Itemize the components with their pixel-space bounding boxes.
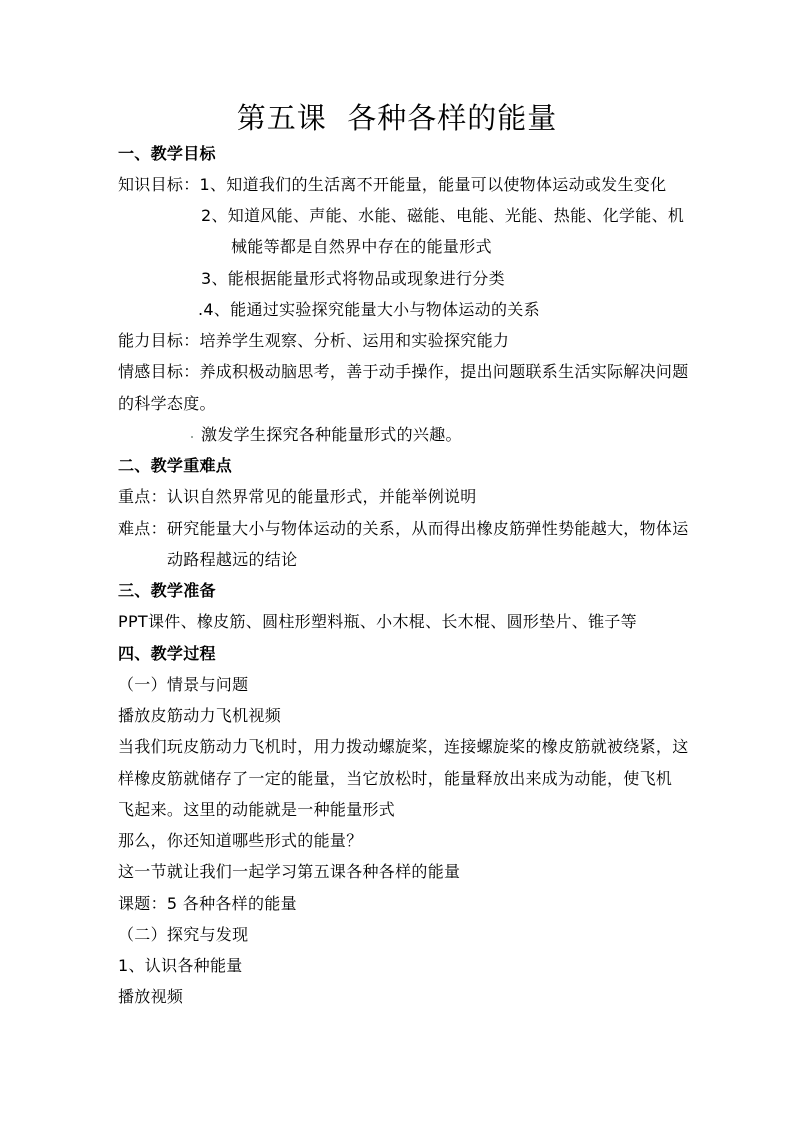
part2-heading: （二）探究与发现 (118, 925, 249, 944)
knowledge-goal-2-cont: 械能等都是自然界中存在的能量形式 (231, 237, 492, 256)
lesson-title-line: 课题：5 各种各样的能量 (118, 894, 297, 913)
materials: PPT课件、橡皮筋、圆柱形塑料瓶、小木棍、长木棍、圆形垫片、锥子等 (118, 612, 637, 631)
difficulty-line2: 动路程越远的结论 (167, 550, 298, 569)
key-point: 重点：认识自然界常见的能量形式，并能举例说明 (118, 487, 477, 506)
knowledge-goal-3: 3、能根据能量形式将物品或现象进行分类 (201, 269, 505, 288)
knowledge-goal-2: 2、知道风能、声能、水能、磁能、电能、光能、热能、化学能、机 (201, 206, 685, 225)
page-title: 第五课 各种各样的能量 (236, 101, 558, 135)
section-heading-preparation: 三、教学准备 (118, 581, 216, 600)
stray-dot-mark (191, 436, 193, 438)
process-line: 播放皮筋动力飞机视频 (118, 706, 282, 725)
knowledge-goal-4: .4、能通过实验探究能量大小与物体运动的关系 (198, 300, 540, 319)
part1-heading: （一）情景与问题 (118, 675, 249, 694)
process-line: 飞起来。这里的动能就是一种能量形式 (118, 800, 396, 819)
play-video-line: 播放视频 (118, 987, 184, 1006)
process-line: 当我们玩皮筋动力飞机时，用力拨动螺旋桨，连接螺旋桨的橡皮筋就被绕紧，这 (118, 737, 689, 756)
section-heading-process: 四、教学过程 (118, 644, 216, 663)
knowledge-goal-1: 知识目标：1、知道我们的生活离不开能量，能量可以使物体运动或发生变化 (118, 175, 667, 194)
process-line: 样橡皮筋就储存了一定的能量，当它放松时，能量释放出来成为动能，使飞机 (118, 769, 673, 788)
section-heading-key-points: 二、教学重难点 (118, 456, 233, 475)
section-heading-objectives: 一、教学目标 (118, 144, 216, 163)
difficulty-line1: 难点：研究能量大小与物体运动的关系，从而得出橡皮筋弹性势能越大，物体运 (118, 519, 689, 538)
process-line: 那么，你还知道哪些形式的能量？ (118, 831, 363, 850)
subsection-1: 1、认识各种能量 (118, 956, 243, 975)
process-line: 这一节就让我们一起学习第五课各种各样的能量 (118, 862, 461, 881)
emotion-goal-line3: 激发学生探究各种能量形式的兴趣。 (201, 425, 462, 444)
ability-goal: 能力目标：培养学生观察、分析、运用和实验探究能力 (118, 331, 510, 350)
emotion-goal-line2: 的科学态度。 (118, 394, 216, 413)
emotion-goal-line1: 情感目标：养成积极动脑思考，善于动手操作，提出问题联系生活实际解决问题 (118, 362, 689, 381)
